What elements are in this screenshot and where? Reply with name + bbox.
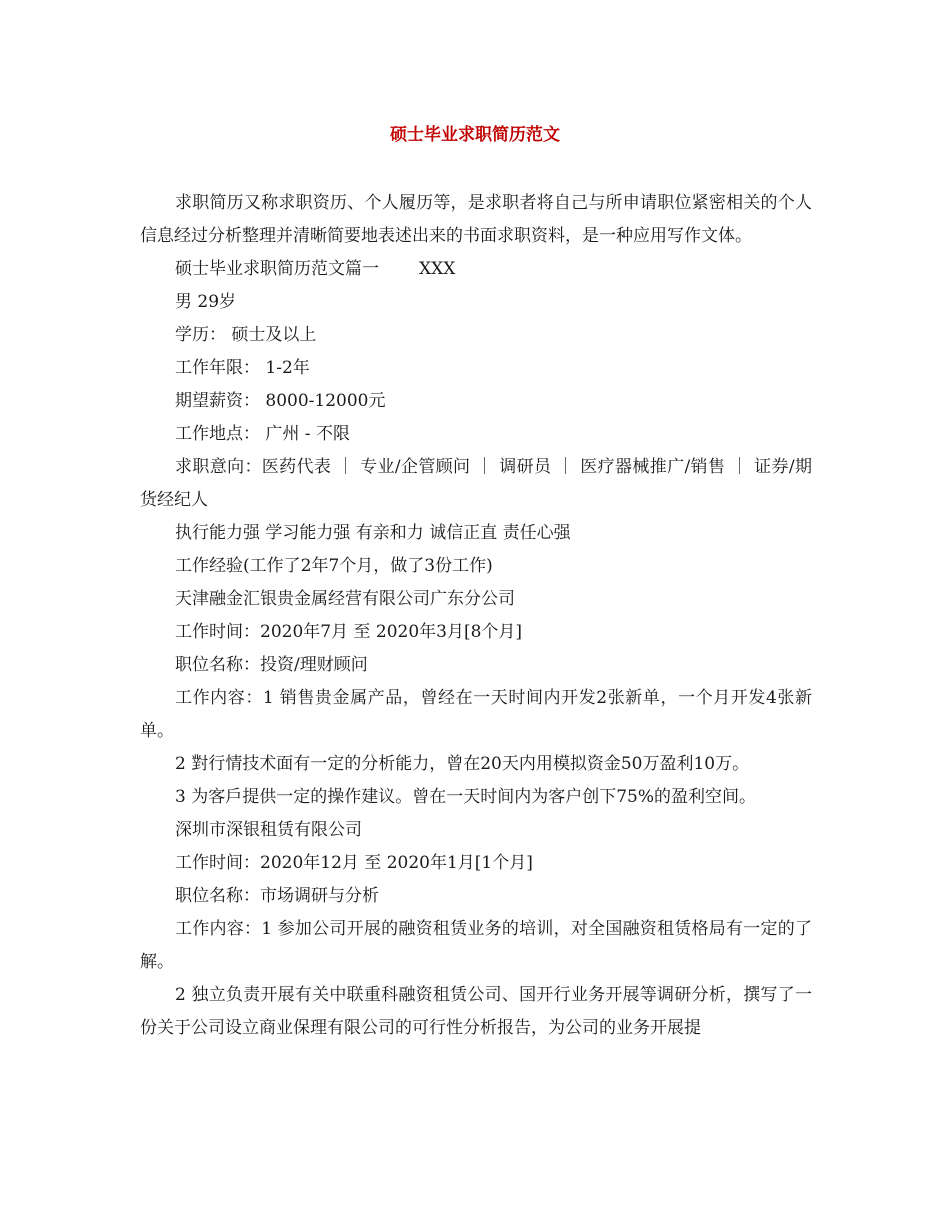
gender-age: 男 29岁 [175,292,237,312]
job-intention: 求职意向：医药代表 ｜ 专业/企管顾问 ｜ 调研员 ｜ 医疗器械推广/销售 ｜ 证券/期货经纪人 [140,457,812,510]
document-title: 硕士毕业求职简历范文 [390,125,560,145]
company-2-duty-2: 2 独立负责开展有关中联重科融资租赁公司、国开行业务开展等调研分析，撰写了一份关于公司设立商业保理有限公司的可行性分析报告，为公司的业务开展提 [140,985,812,1038]
candidate-name: XXX [419,259,456,279]
company-1-name: 天津融金汇银贵金属经营有限公司广东分公司 [175,589,515,609]
intro-paragraph: 求职简历又称求职资历、个人履历等，是求职者将自己与所申请职位紧密相关的个人信息经过分析整理并清晰简要地表述出来的书面求职资料，是一种应用写作文体。 [140,193,812,246]
company-1-duty-1: 工作内容：1 销售贵金属产品，曾经在一天时间内开发2张新单，一个月开发4张新单。 [140,688,812,741]
company-1-period: 工作时间：2020年7月 至 2020年3月[8个月] [175,622,523,642]
company-1-duty-2: 2 對行情技术面有一定的分析能力，曾在20天内用模拟资金50万盈利10万。 [175,754,750,774]
resume-heading: 硕士毕业求职简历范文篇一 [175,259,379,279]
company-2-duty-1: 工作内容：1 参加公司开展的融资租赁业务的培训，对全国融资租赁格局有一定的了解。 [140,919,812,972]
work-years: 工作年限： 1-2年 [175,358,310,378]
self-traits: 执行能力强 学习能力强 有亲和力 诚信正直 责任心强 [175,523,571,543]
company-2-period: 工作时间：2020年12月 至 2020年1月[1个月] [175,853,533,873]
document-body [140,187,812,1045]
company-2-position: 职位名称：市场调研与分析 [175,886,379,906]
resume-heading-line [140,253,812,286]
company-1-position: 职位名称：投资/理财顾问 [175,655,368,675]
expected-salary: 期望薪资： 8000-12000元 [175,391,386,411]
work-location: 工作地点： 广州 - 不限 [175,424,350,444]
work-experience-heading: 工作经验(工作了2年7个月，做了3份工作) [175,556,493,576]
company-1-duty-3: 3 为客戶提供一定的操作建议。曾在一天时间内为客户创下75%的盈利空间。 [175,787,757,807]
company-2-name: 深圳市深银租赁有限公司 [175,820,362,840]
education: 学历： 硕士及以上 [175,325,317,345]
